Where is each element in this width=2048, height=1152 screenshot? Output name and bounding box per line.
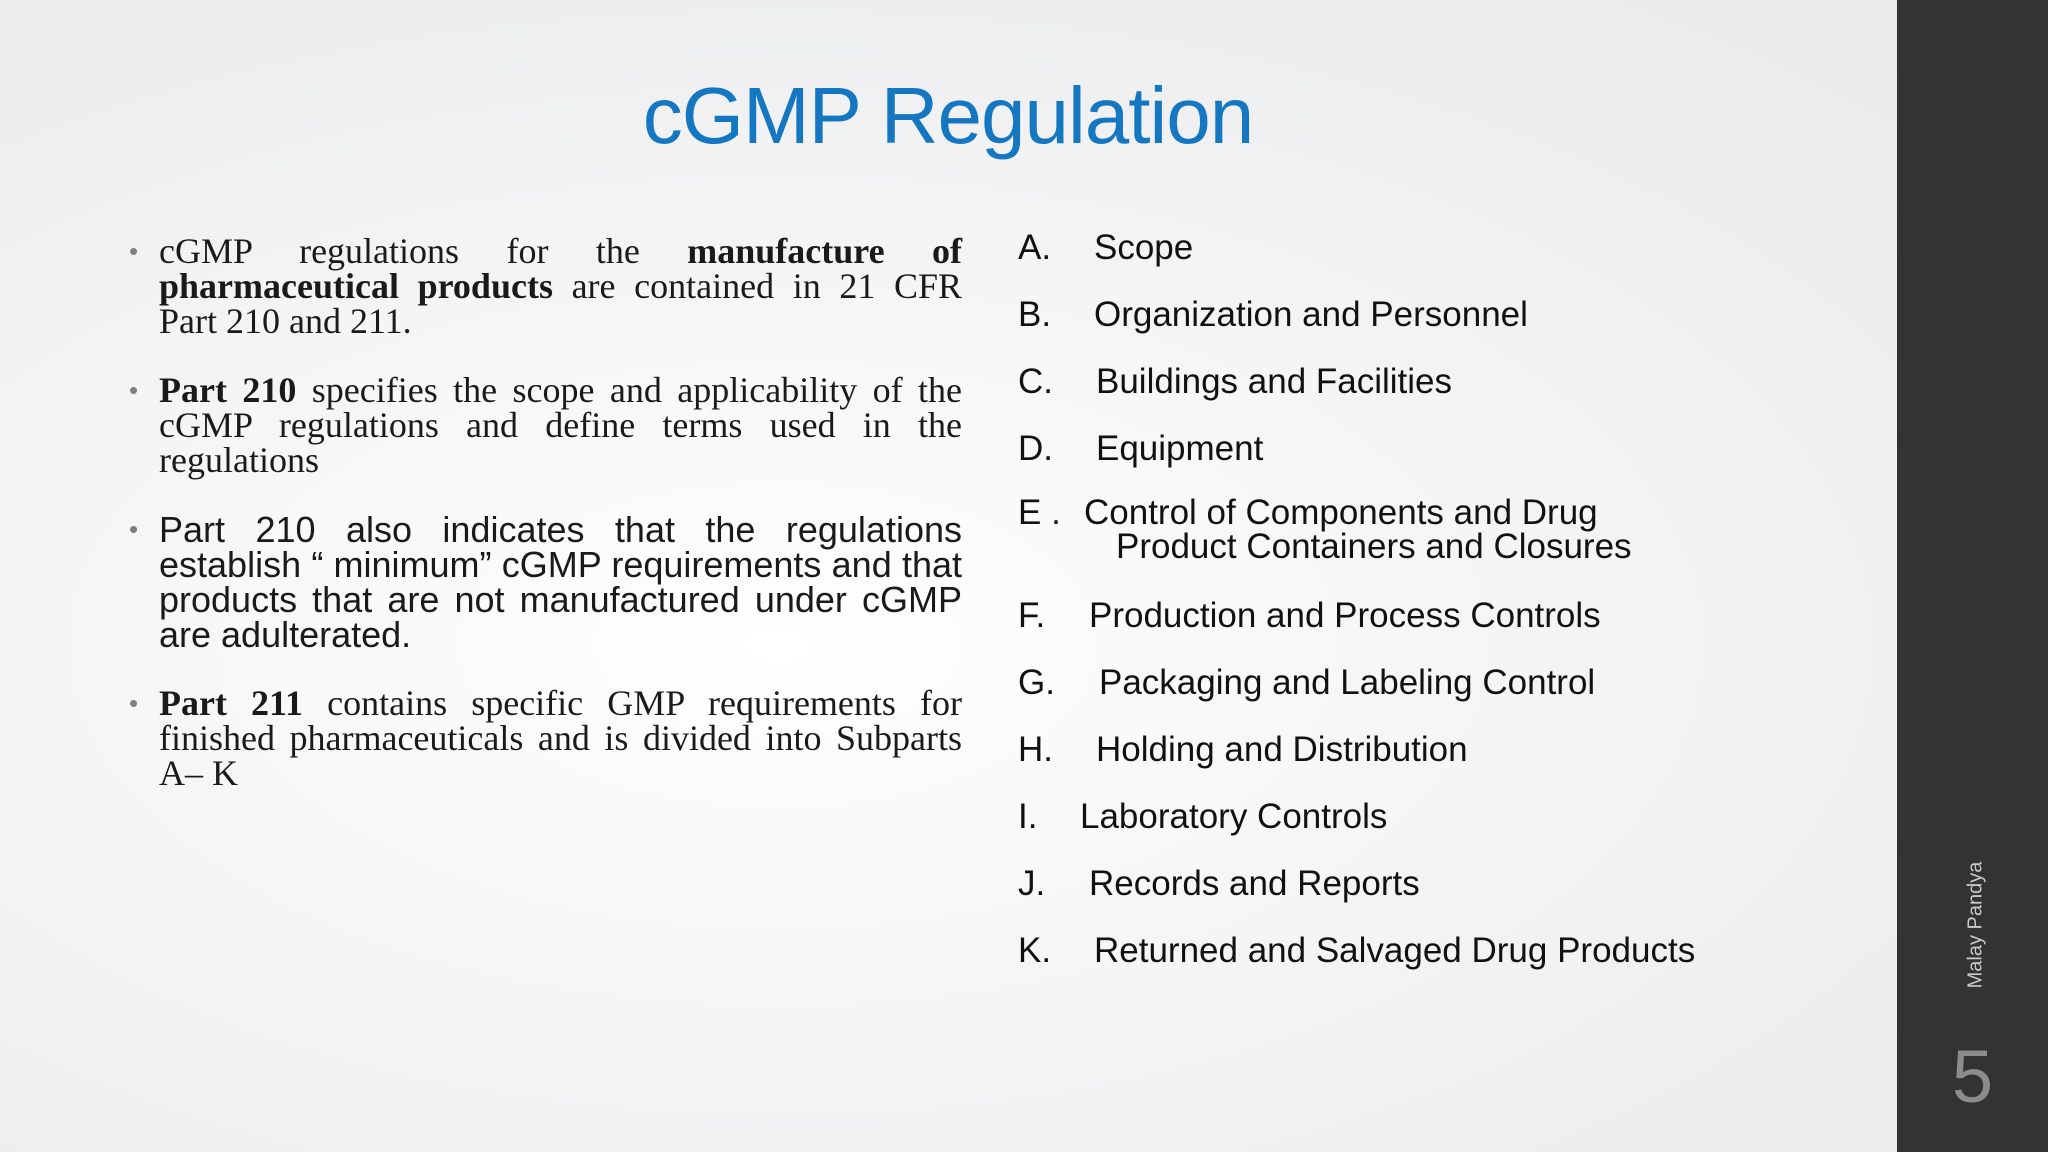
subpart-letter: E . [1018,493,1061,532]
bullet-emphasis: Part 211 [159,683,304,723]
bullet-item [159,509,962,655]
subpart-item [1018,931,1878,998]
subpart-name: Organization and Personnel [1094,295,1528,334]
slide-title: cGMP Regulation [642,71,1254,160]
subpart-letter: K. [1018,931,1052,970]
bullet-text: are contained in 21 CFR Part 210 and 211. [159,266,962,341]
subpart-item [1018,730,1878,797]
subpart-item [1018,295,1878,362]
subpart-item [1018,663,1878,730]
subpart-letter: I. [1018,797,1038,836]
bullet-item [159,683,962,793]
subpart-letter: A. [1018,228,1052,267]
subpart-item [1018,797,1878,864]
bullet-item [159,231,962,341]
subpart-item [1018,493,1878,596]
bullet-emphasis: manufacture of pharmaceutical products [159,231,962,306]
bullet-text: contains specific GMP requirements for finished pharmaceuticals and is divided into Subparts A– K [159,683,962,793]
bullet-text: Part 210 also indicates that the regulations establish “ minimum” cGMP requirements and that products that are not manufactured under cGMP are adulterated. [159,509,962,655]
subpart-item [1018,596,1878,663]
subpart-item [1018,362,1878,429]
subpart-letter: G. [1018,663,1055,702]
subpart-name: Holding and Distribution [1096,730,1468,769]
subpart-name [1084,493,1632,566]
subpart-letter: C. [1018,362,1053,401]
subpart-item [1018,864,1878,931]
bullet-text: cGMP regulations for the [159,231,688,271]
subpart-name: Equipment [1096,429,1264,468]
bullet-list [159,231,962,793]
author-name: Malay Pandya [1964,861,1987,989]
subpart-letter: J. [1018,864,1046,903]
subpart-list [1018,228,1878,998]
subpart-letter: B. [1018,295,1052,334]
subpart-name: Production and Process Controls [1089,596,1601,635]
bullet-emphasis: Part 210 [159,370,297,410]
subpart-name: Buildings and Facilities [1096,362,1453,401]
bullet-item [159,370,962,480]
bullet-text: specifies the scope and applicability of the cGMP regulations and define terms used in the regulations [159,370,962,480]
subpart-name: Scope [1094,228,1194,267]
subpart-name: Laboratory Controls [1080,797,1388,836]
subpart-name-line: Product Containers and Closures [1116,527,1632,566]
subpart-name: Returned and Salvaged Drug Products [1094,931,1696,970]
subpart-item [1018,429,1878,496]
subpart-name: Records and Reports [1089,864,1420,903]
subpart-letter: D. [1018,429,1053,468]
page-number: 5 [1951,1035,1994,1118]
subpart-name: Packaging and Labeling Control [1099,663,1596,702]
subpart-letter: F. [1018,596,1046,635]
subpart-name-line: Control of Components and Drug [1084,493,1598,532]
subpart-letter: H. [1018,730,1053,769]
subpart-item [1018,228,1878,295]
